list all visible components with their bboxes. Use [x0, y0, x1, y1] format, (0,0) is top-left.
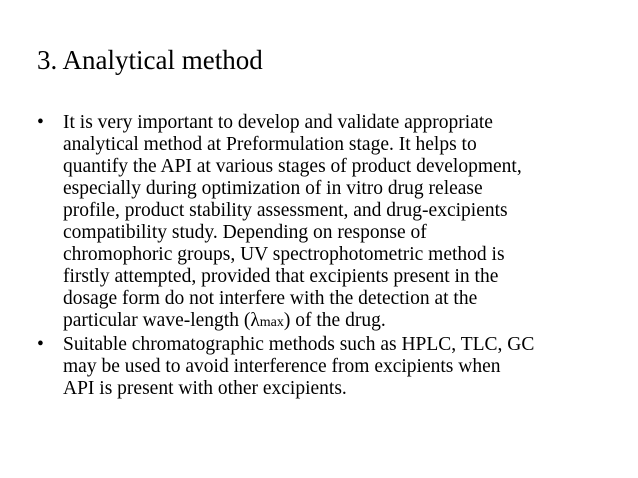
bullet-2-line-2: may be used to avoid interference from excipients when	[63, 356, 501, 377]
lambda-text-after: ) of the drug.	[283, 310, 386, 331]
bullet-1-line-5: profile, product stability assessment, and drug-excipients	[63, 200, 508, 221]
bullet-1-line-7: chromophoric groups, UV spectrophotometric method is	[63, 244, 505, 265]
bullet-2-line-1: Suitable chromatographic methods such as HPLC, TLC, GC	[63, 334, 535, 355]
bullet-item-1	[37, 112, 617, 334]
bullet-2-line-3: API is present with other excipients.	[63, 378, 347, 399]
lambda-subscript: max	[259, 315, 284, 330]
bullet-1-line-9: dosage form do not interfere with the detection at the	[63, 288, 478, 309]
lambda-text-before: particular wave-length (λ	[63, 310, 260, 331]
bullet-1-line-6: compatibility study. Depending on response of	[63, 222, 427, 243]
bullet-1-line-1: It is very important to develop and validate appropriate	[63, 112, 493, 133]
bullet-1-line-4: especially during optimization of in vitro drug release	[63, 178, 483, 199]
bullet-marker: •	[37, 112, 44, 133]
slide-title: 3. Analytical method	[37, 45, 263, 75]
bullet-1-line-2: analytical method at Preformulation stage. It helps to	[63, 134, 477, 155]
bullet-item-2	[37, 334, 617, 400]
bullet-marker: •	[37, 334, 44, 355]
bullet-1-line-8: firstly attempted, provided that excipients present in the	[63, 266, 499, 287]
bullet-1-line-3: quantify the API at various stages of product development,	[63, 156, 522, 177]
bullet-list	[37, 112, 617, 400]
bullet-1-line-10	[63, 310, 617, 334]
